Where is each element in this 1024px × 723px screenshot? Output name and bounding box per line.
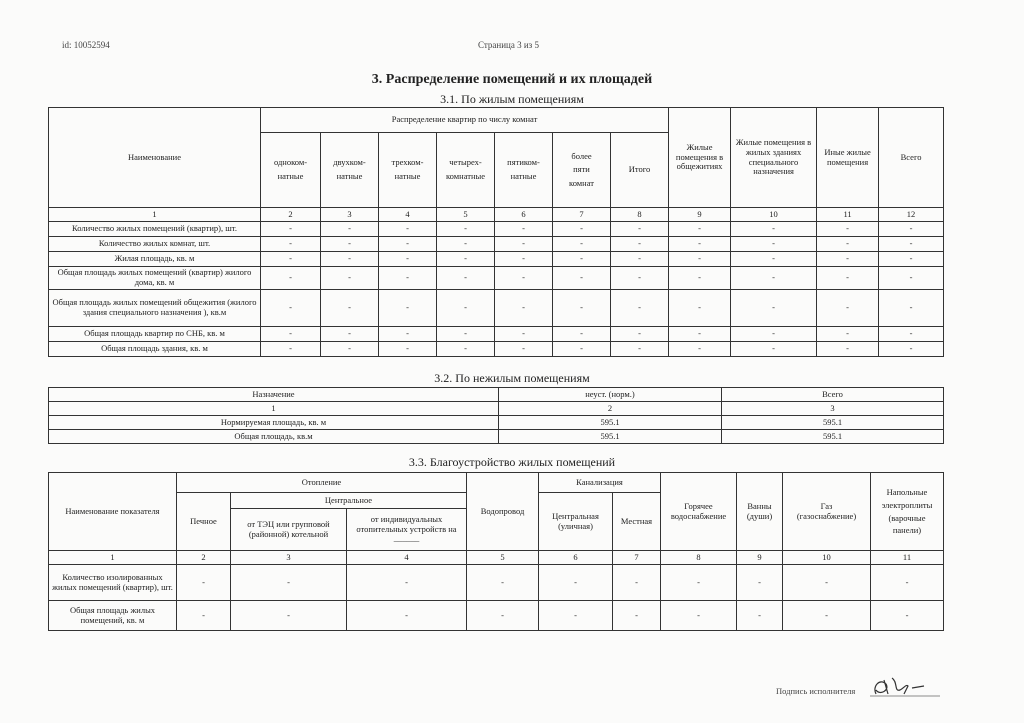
sewer-central-header: Центральная (уличная) (539, 493, 613, 551)
value-cell: - (437, 222, 495, 237)
section-2-title: 3.2. По нежилым помещениям (434, 371, 590, 385)
number-row (49, 402, 944, 416)
table-row (49, 601, 944, 631)
value-cell: - (347, 565, 467, 601)
column-number: 2 (499, 402, 722, 416)
column-number: 2 (177, 551, 231, 565)
value-cell: - (669, 327, 731, 342)
value-cell: - (177, 601, 231, 631)
heating-header: Отопление (177, 473, 467, 493)
value-cell: - (261, 267, 321, 290)
column-number: 5 (467, 551, 539, 565)
row-label: Нормируемая площадь, кв. м (49, 416, 499, 430)
column-number: 1 (49, 551, 177, 565)
rooms-col-header: четырех- комнатные (437, 133, 495, 208)
value-cell: - (231, 565, 347, 601)
value-cell: - (495, 267, 553, 290)
column-number: 11 (871, 551, 944, 565)
extra-header-4: Всего (879, 108, 944, 208)
value-cell: - (553, 252, 611, 267)
rooms-group-header: Распределение квартир по числу комнат (261, 108, 669, 133)
value-cell: - (731, 342, 817, 357)
value-cell: - (731, 222, 817, 237)
rooms-col-header: пятиком- натные (495, 133, 553, 208)
value-cell: - (379, 222, 437, 237)
column-number: 4 (347, 551, 467, 565)
value-cell: - (553, 267, 611, 290)
column-number: 10 (783, 551, 871, 565)
tec-header: от ТЭЦ или групповой (районной) котельной (231, 509, 347, 551)
row-label: Общая площадь здания, кв. м (49, 342, 261, 357)
value-cell: - (661, 565, 737, 601)
table-row (49, 416, 944, 430)
value-cell: - (613, 565, 661, 601)
value-cell: - (611, 222, 669, 237)
column-number: 9 (669, 208, 731, 222)
value-cell: - (321, 327, 379, 342)
value-cell: - (321, 252, 379, 267)
table-row (49, 290, 944, 327)
value-cell: - (817, 290, 879, 327)
column-number: 4 (379, 208, 437, 222)
value-cell: - (553, 290, 611, 327)
value-cell: - (669, 342, 731, 357)
value-cell: - (177, 565, 231, 601)
row-label: Общая площадь жилых помещений (квартир) жилого дома, кв. м (49, 267, 261, 290)
value-cell: - (879, 327, 944, 342)
value-cell: - (737, 565, 783, 601)
table-row (49, 252, 944, 267)
value-cell: - (783, 601, 871, 631)
table-row (49, 430, 944, 444)
value-cell: - (495, 237, 553, 252)
value-cell: - (321, 267, 379, 290)
value-cell: - (879, 342, 944, 357)
row-label: Общая площадь жилых помещений общежития (жилого здания специального назначения ), кв.м (49, 290, 261, 327)
column-number: 6 (495, 208, 553, 222)
row-label: Количество изолированных жилых помещений (квартир), шт. (49, 565, 177, 601)
amenities-table (48, 472, 944, 631)
value-cell: - (669, 252, 731, 267)
value-cell: - (731, 290, 817, 327)
value-cell: - (879, 290, 944, 327)
column-number: 8 (611, 208, 669, 222)
value-cell: - (817, 222, 879, 237)
column-number: 10 (731, 208, 817, 222)
column-number: 11 (817, 208, 879, 222)
row-label: Количество жилых помещений (квартир), шт. (49, 222, 261, 237)
rooms-col-header: Итого (611, 133, 669, 208)
table-row (49, 237, 944, 252)
value-cell: - (539, 565, 613, 601)
bath-header: Ванны (души) (737, 473, 783, 551)
name-header: Наименование (49, 108, 261, 208)
value-cell: - (669, 290, 731, 327)
value-cell: - (817, 342, 879, 357)
sewer-header: Канализация (539, 473, 661, 493)
column-number: 3 (231, 551, 347, 565)
signature-image (862, 672, 942, 702)
value-cell: - (669, 222, 731, 237)
value-cell: - (437, 327, 495, 342)
value-cell: - (379, 267, 437, 290)
value-cell: - (879, 252, 944, 267)
extra-header-1: Жилые помещения в общежитиях (669, 108, 731, 208)
value-cell: - (495, 327, 553, 342)
rooms-col-header: более пяти комнат (553, 133, 611, 208)
value-cell: - (261, 252, 321, 267)
value-cell: - (553, 327, 611, 342)
purpose-header: Назначение (49, 388, 499, 402)
central-heating-header: Центральное (231, 493, 467, 509)
value-cell: - (321, 237, 379, 252)
indicator-header: Наименование показателя (49, 473, 177, 551)
row-label: Общая площадь, кв.м (49, 430, 499, 444)
table-row (49, 565, 944, 601)
value-cell: - (611, 327, 669, 342)
value-cell: - (613, 601, 661, 631)
hot-water-header: Горячее водоснабжение (661, 473, 737, 551)
column-number: 1 (49, 402, 499, 416)
value-cell: - (347, 601, 467, 631)
value-cell: - (611, 267, 669, 290)
value-cell: - (321, 222, 379, 237)
page-title: 3. Распределение помещений и их площадей (371, 72, 653, 87)
value-cell: - (731, 267, 817, 290)
extra-header-3: Иные жилые помещения (817, 108, 879, 208)
row-label: Общая площадь жилых помещений, кв. м (49, 601, 177, 631)
value-cell: - (817, 267, 879, 290)
value-cell: - (611, 342, 669, 357)
value-cell: - (437, 267, 495, 290)
column-number: 6 (539, 551, 613, 565)
column-number: 2 (261, 208, 321, 222)
column-number: 9 (737, 551, 783, 565)
individual-heating-header: от индивидуальных отопительных устройств на ______ (347, 509, 467, 551)
value-cell: - (437, 342, 495, 357)
value-cell: - (737, 601, 783, 631)
value-cell: 595.1 (499, 416, 722, 430)
gas-header: Газ (газоснабжение) (783, 473, 871, 551)
value-cell: - (611, 252, 669, 267)
document-id: id: 10052594 (62, 40, 110, 50)
value-cell: - (437, 237, 495, 252)
value-cell: - (879, 267, 944, 290)
column-number: 3 (321, 208, 379, 222)
value-cell: - (879, 237, 944, 252)
signature-label: Подпись исполнителя (776, 686, 856, 696)
value-cell: - (539, 601, 613, 631)
rooms-col-header: одноком- натные (261, 133, 321, 208)
value-cell: - (231, 601, 347, 631)
page-number: Страница 3 из 5 (478, 40, 539, 50)
value-cell: - (669, 267, 731, 290)
value-cell: - (437, 252, 495, 267)
column-number: 7 (553, 208, 611, 222)
table-row (49, 327, 944, 342)
value-cell: - (379, 252, 437, 267)
value-cell: 595.1 (722, 416, 944, 430)
value-cell: - (783, 565, 871, 601)
column-number: 8 (661, 551, 737, 565)
rooms-col-header: трехком- натные (379, 133, 437, 208)
value-cell: - (611, 290, 669, 327)
value-cell: - (731, 327, 817, 342)
value-cell: - (553, 342, 611, 357)
value-cell: - (261, 222, 321, 237)
electric-stoves-header: Напольные электроплиты (варочные панели) (871, 473, 944, 551)
value-cell: - (817, 327, 879, 342)
value-cell: - (871, 565, 944, 601)
value-cell: - (495, 222, 553, 237)
value-cell: - (817, 237, 879, 252)
sewer-local-header: Местная (613, 493, 661, 551)
column-number: 7 (613, 551, 661, 565)
value-cell: - (731, 252, 817, 267)
table-row (49, 267, 944, 290)
value-cell: - (467, 565, 539, 601)
residential-table (48, 107, 944, 357)
table-row (49, 342, 944, 357)
table-row (49, 222, 944, 237)
value-cell: - (495, 342, 553, 357)
value-cell: - (321, 342, 379, 357)
value-cell: - (379, 290, 437, 327)
section-1-title: 3.1. По жилым помещениям (440, 92, 584, 106)
column-number: 1 (49, 208, 261, 222)
value-cell: - (553, 222, 611, 237)
extra-header-2: Жилые помещения в жилых зданиях специального назначения (731, 108, 817, 208)
value-cell: - (321, 290, 379, 327)
value-cell: - (379, 342, 437, 357)
rooms-col-header: двухком- натные (321, 133, 379, 208)
value-cell: - (495, 290, 553, 327)
value-cell: - (879, 222, 944, 237)
water-header: Водопровод (467, 473, 539, 551)
value-cell: - (467, 601, 539, 631)
value-cell: - (553, 237, 611, 252)
section-3-title: 3.3. Благоустройство жилых помещений (408, 455, 616, 469)
row-label: Общая площадь квартир по СНБ, кв. м (49, 327, 261, 342)
value-cell: - (661, 601, 737, 631)
stove-header: Печное (177, 493, 231, 551)
value-cell: 595.1 (722, 430, 944, 444)
value-cell: - (437, 290, 495, 327)
value-cell: - (495, 252, 553, 267)
row-label: Количество жилых комнат, шт. (49, 237, 261, 252)
value-cell: - (261, 327, 321, 342)
column-number: 5 (437, 208, 495, 222)
value-cell: - (261, 290, 321, 327)
non-residential-table (48, 387, 944, 444)
unset-header: неуст. (норм.) (499, 388, 722, 402)
value-cell: - (611, 237, 669, 252)
value-cell: - (669, 237, 731, 252)
value-cell: - (731, 237, 817, 252)
value-cell: - (261, 237, 321, 252)
value-cell: - (261, 342, 321, 357)
column-number: 12 (879, 208, 944, 222)
value-cell: - (817, 252, 879, 267)
row-label: Жилая площадь, кв. м (49, 252, 261, 267)
value-cell: - (871, 601, 944, 631)
value-cell: 595.1 (499, 430, 722, 444)
column-number: 3 (722, 402, 944, 416)
total-header: Всего (722, 388, 944, 402)
value-cell: - (379, 237, 437, 252)
value-cell: - (379, 327, 437, 342)
